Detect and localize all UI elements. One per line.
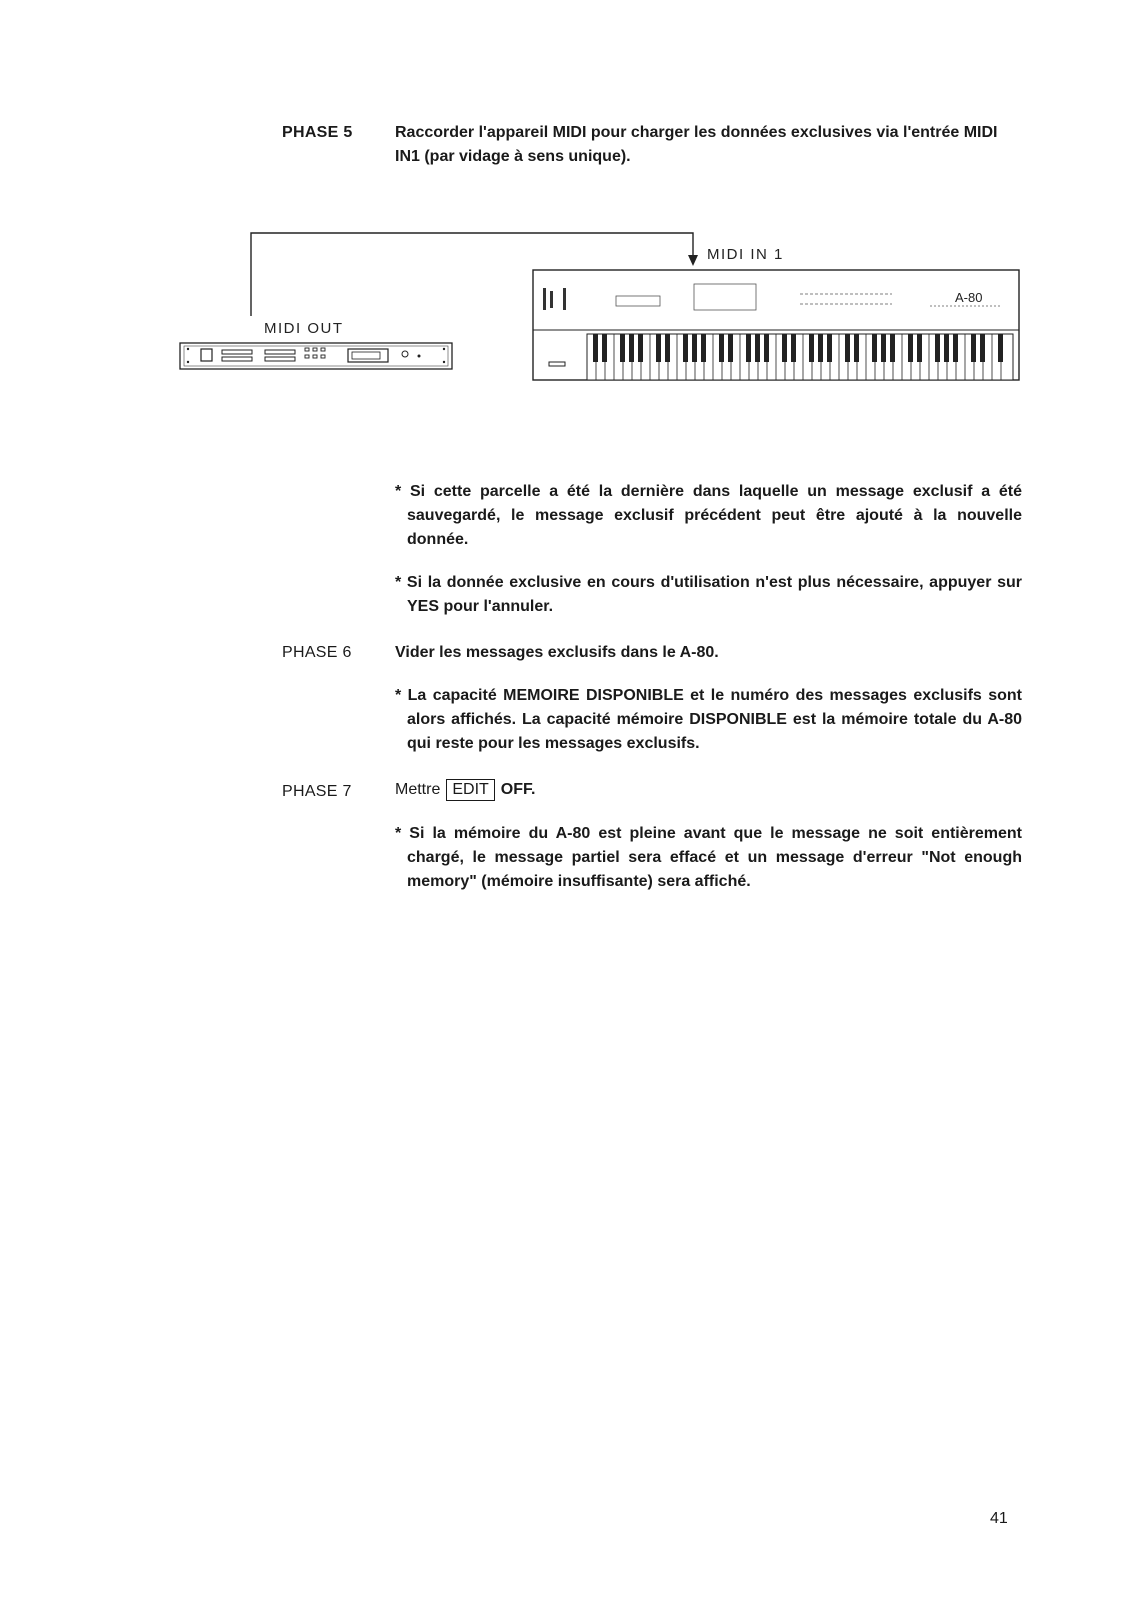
brand-label: A-80 xyxy=(955,290,983,305)
phase-6-label: PHASE 6 xyxy=(282,644,352,661)
keyboard-a80 xyxy=(533,270,1019,380)
phase-7-text-after: OFF. xyxy=(500,781,536,798)
edit-key: EDIT xyxy=(446,779,494,801)
note-last-parcel: * Si cette parcelle a été la dernière dans laquelle un message exclusif a été sauvegardé, le message exclusif précédent peut être ajouté à la nouvelle donnée. xyxy=(395,483,1022,548)
midi-in-label: MIDI IN 1 xyxy=(707,246,784,263)
phase-5-text: Raccorder l'appareil MIDI pour charger les données exclusives via l'entrée MIDI IN1 (par vidage à sens unique). xyxy=(395,124,998,165)
phase-7-text xyxy=(395,778,1005,802)
phase-7-text-before: Mettre xyxy=(395,781,441,798)
note-cancel-yes: * Si la donnée exclusive en cours d'utilisation n'est plus nécessaire, appuyer sur YES pour l'annuler. xyxy=(395,574,1022,615)
midi-connection-diagram xyxy=(0,0,1131,420)
phase-7-note: * Si la mémoire du A-80 est pleine avant que le message ne soit entièrement chargé, le message partiel sera effacé et un message d'erreur "Not enough memory" (mémoire insuffisante) sera affiché. xyxy=(395,825,1022,890)
midi-out-label: MIDI OUT xyxy=(264,320,344,337)
phase-7-label: PHASE 7 xyxy=(282,783,352,800)
page-number: 41 xyxy=(990,1510,1008,1527)
rack-module xyxy=(180,343,452,369)
phase-5-label: PHASE 5 xyxy=(282,124,353,141)
phase-6-note: * La capacité MEMOIRE DISPONIBLE et le numéro des messages exclusifs sont alors affichés. La capacité mémoire DISPONIBLE est la mémoire totale du A-80 qui reste pour les messages exclusifs. xyxy=(395,687,1022,752)
arrow-down-icon xyxy=(688,255,698,266)
phase-6-text: Vider les messages exclusifs dans le A-80. xyxy=(395,644,719,661)
